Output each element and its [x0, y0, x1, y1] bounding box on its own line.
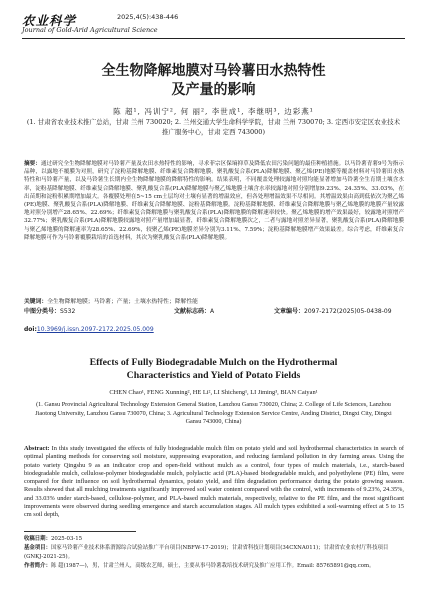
classification-info — [24, 306, 404, 315]
article-number: 文章编号：2097-2172(2025)05-0438-09 — [274, 308, 392, 315]
paper-title-en — [0, 356, 427, 382]
abstract-en — [24, 445, 404, 520]
paper-title-cn-line1: 全生物降解地膜对马铃薯田水热特性 — [101, 63, 326, 79]
keywords-cn-label: 关键词： — [24, 299, 48, 305]
keywords-cn — [24, 296, 404, 305]
authors-en: CHEN Chao¹, FENG Xunning², HE Li², LI Shicheng¹, LI Jiming³, BIAN Caiyan¹ — [109, 389, 318, 396]
fund-info: 基金项目：国家马铃薯产业技术体系渭源综合试验站推广平台项目(NBFW-17-2019)；甘肃省科技计划项目(34CXNA011)；甘肃省农业农村厅科技项目(GNKJ-2021-25)。 — [24, 545, 389, 560]
paper-title-en-line1: Effects of Fully Biodegradable Mulch on the Hydrothermal — [89, 357, 338, 368]
paper-title-cn-line2: 及产量的影响 — [171, 82, 256, 98]
footnote — [24, 535, 404, 571]
journal-header — [22, 10, 405, 36]
footnote-rule — [24, 531, 136, 532]
affiliation-cn: (1. 甘肃省农业技术推广总站，甘肃 兰州 730020; 2. 兰州交通大学生命科学学院，甘肃 兰州 730070; 3. 定西市安定区农业技术推广服务中心，甘肃 定西 743000) — [26, 118, 401, 136]
journal-title-cn: 农业科学 — [22, 13, 77, 28]
abstract-en-label: Abstract: — [24, 445, 50, 452]
abstract-cn — [24, 160, 404, 242]
received-date: 收稿日期：2025-03-15 — [24, 536, 83, 542]
author-bio: 作者简介：陈 超(1987—)，男，甘肃兰州人，高级农艺师，硕士，主要从事马铃薯栽培技术研究及推广应用工作。Email: 85765891@qq.com。 — [24, 563, 375, 569]
abstract-cn-label: 摘要： — [24, 161, 41, 167]
header-rule — [22, 38, 405, 39]
paper-title-cn — [0, 62, 427, 100]
abstract-cn-text: 通过研究全生物降解地膜对马铃薯产量及农田水热特性的影响，寻求菲宗区保墒抑草及降低农田污染问题的最佳种植措施。以马铃薯青薯9号为指示品种，以露地不覆膜为对照，研究了淀粉基降解地膜、纤维素复合降解地膜、聚乳酸复合系(PLA)降解地膜、聚乙烯(PE)地膜等覆盖材料对马铃薯田水热特性和马铃薯产量，以及马铃薯生长期内全生物降解地膜的降解特性的影响。结果表明，不同覆盖处理较露地对照均能显著增加马铃薯全生育期土壤含水率，淀粉基降解地膜、纤维素复合降解地膜、聚乳酸复合系(PLA)降解地膜与聚乙烯地膜土壤含水率较露地对照分别增加9.23%、24.35%、33.03%，在出苗期和淀粉积累期增加最大。各覆膜处理在5~15 cm土层均对土壤有显著的增温效应，但各处理增温效果不尽相同。其增温效果由高到低依次为聚乙烯(PE)地膜、聚乳酸复合系(PLA)降解地膜、纤维素复合降解地膜、淀粉基降解地膜。淀粉基降解地膜、纤维素复合降解地膜与聚乙烯地膜的地膜产量较露地对照分别增产28.65%、22.69%；纤维素复合降解地膜与聚乳酸复合系(PLA)降解地膜的降解速率较快。聚乙烯地膜的增产效果最好，较露地对照增产32.77%；聚乳酸复合系(PLA)降解地膜较露地对照产量增加最显著，纤维素复合降解地膜次之，二者与露地对照差异显著，聚乳酸复合系(PLA)降解地膜与聚乙烯地膜的降解速率为28.65%、22.69%，较聚乙烯(PE)地膜差异分别为3.11%、7.59%；淀粉基降解地膜增产效果最差。综合考虑，纤维素复合降解地膜可作为马铃薯覆膜栽培的首选材料，其次为聚乳酸复合系(PLA)降解地膜。 — [24, 161, 404, 241]
keywords-cn-text: 全生物降解地膜；马铃薯；产量；土壤水热特性；降解性能 — [47, 299, 198, 305]
doi-line: doi:10.3969/j.issn.2097-2172.2025.05.009 — [24, 326, 154, 333]
document-code: 文献标志码：A — [174, 308, 215, 315]
affiliation-en: (1. Gansu Provincial Agricultural Technology Extension General Station, Lanzhou Gansu 730020, China; 2. College of Life Sciences, Lanzhou Jiaotong University, Lanzhou Gansu 730070, China; 3. Agricultural Technology Extension Service Centre, Anding District, Dingxi City, Dingxi Gansu 743000, China) — [35, 401, 392, 426]
clc-number: 中图分类号：S532 — [24, 308, 76, 315]
journal-title-en: Journal of Gold-Arid Agricultural Science — [22, 26, 158, 34]
paper-title-en-line2: Characteristics and Yield of Potato Fields — [126, 370, 301, 381]
authors-cn: 陈 超¹, 冯训宁², 何 丽², 李世成¹, 李继明³, 边彩燕¹ — [113, 107, 314, 116]
journal-issue: 2025,4(5):438-446 — [117, 13, 179, 21]
abstract-en-text: In this study investigated the effects of fully biodegradable mulch film on potato yield and soil hydrothermal characteristics in search of optimal planting methods for conserving soil moisture, suppressing evaporation, and reducing farmland pollution in dry farming areas. Using the potato variety Qingshu 9 as an indicator crop and open-field without mulch as a control, four types of mulch materials, i.e., starch-based biodegradable mulch, cellulose-polymer biodegradable mulch, polylactic acid (PLA)-based biodegradable mulch, and polyethylene (PE) film, were compared for their influence on soil hydrothermal dynamics, potato yield, and film degradation performance during the potato growing season. Results showed that all mulching treatments significantly improved soil water content compared with the control, with increments of 9.23%, 24.35%, and 33.03% under starch-based, cellulose-polymer, and PLA-based mulch materials, respectively, relative to the PE film, and the most significant improvements were observed during seedling emergence and starch accumulation stages. All mulch types exhibited a soil-warming effect at 5 to 15 cm soil depth, — [24, 445, 404, 519]
doi-link[interactable]: 10.3969/j.issn.2097-2172.2025.05.009 — [36, 326, 154, 333]
